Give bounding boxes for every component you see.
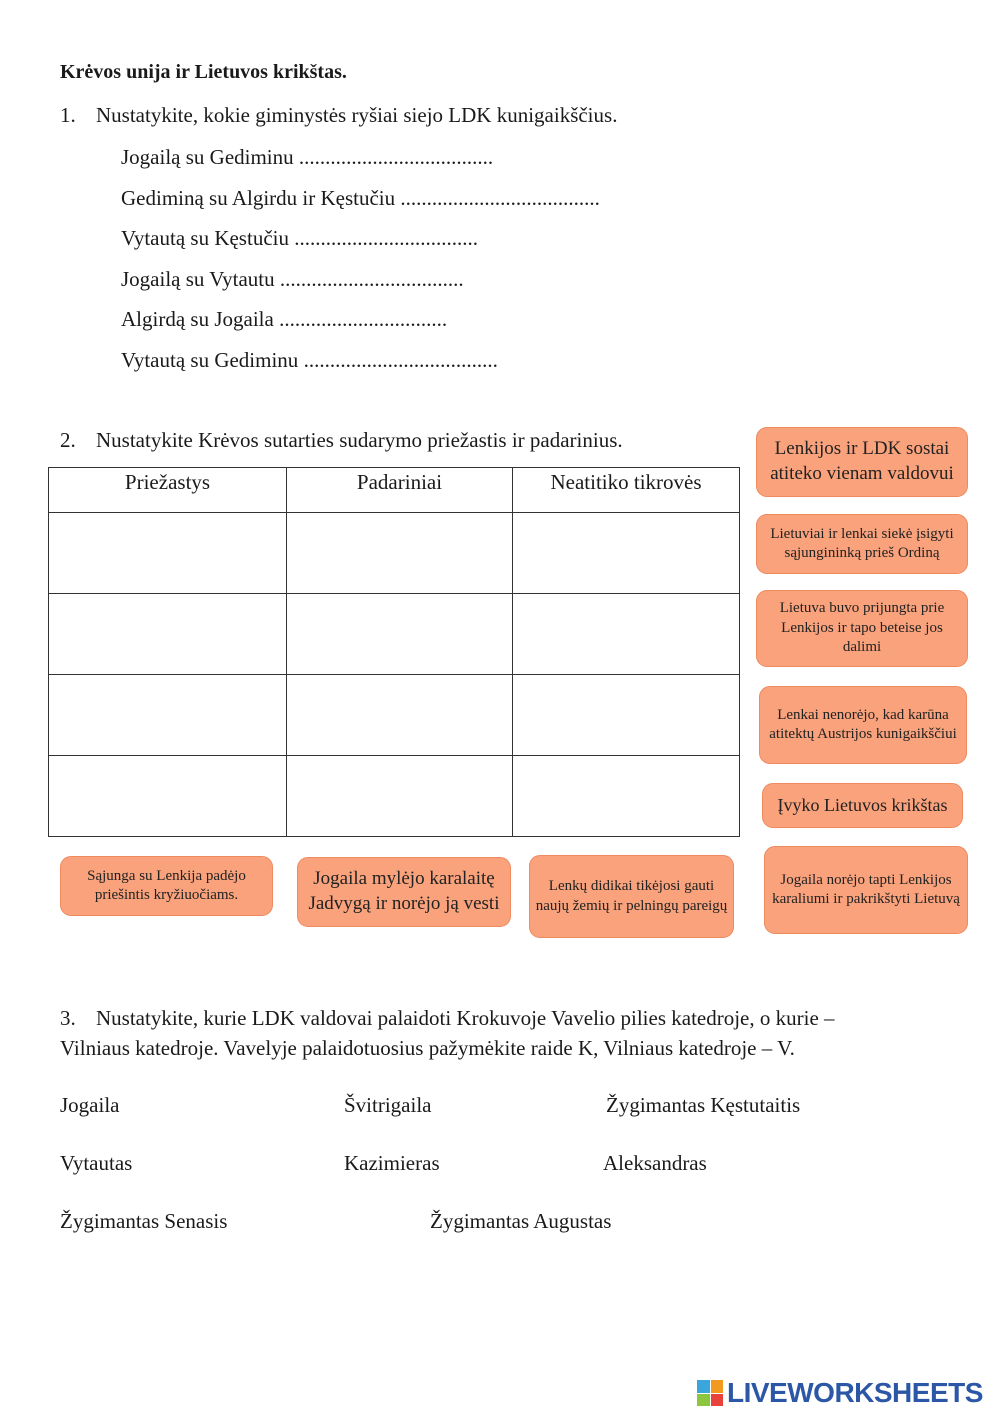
drag-card[interactable]: Lenkijos ir LDK sostai atiteko vienam valdovui (756, 427, 968, 497)
question-text: Nustatykite, kurie LDK valdovai palaidoti Krokuvoje Vavelio pilies katedroje, o kurie – (96, 1006, 835, 1030)
relation-label: Gediminą su Algirdu ir Kęstučiu (121, 186, 396, 210)
answer-blank[interactable]: ...................................... (400, 186, 600, 210)
column-header-causes: Priežastys (49, 468, 287, 513)
ruler-item[interactable]: Kazimieras (344, 1151, 440, 1175)
ruler-item[interactable]: Žygimantas Augustas (430, 1209, 612, 1233)
drop-zone[interactable] (513, 594, 739, 674)
drag-card[interactable]: Sąjunga su Lenkija padėjo priešintis kryžiuočiams. (60, 856, 273, 916)
relation-item (121, 186, 600, 211)
ruler-item[interactable]: Žygimantas Kęstutaitis (606, 1093, 801, 1117)
relation-label: Jogailą su Gediminu (121, 145, 294, 169)
drop-zone[interactable] (287, 756, 512, 836)
drag-card[interactable]: Lenkų didikai tikėjosi gauti naujų žemių ir pelningų pareigų (529, 855, 734, 938)
drop-zone[interactable] (513, 675, 739, 755)
answer-blank[interactable]: ................................... (279, 267, 464, 291)
ruler-item[interactable]: Švitrigaila (344, 1093, 432, 1117)
relation-item (121, 145, 493, 170)
brand-name: LIVEWORKSHEETS (727, 1377, 983, 1408)
drag-card[interactable]: Lenkai nenorėjo, kad karūna atitektų Austrijos kunigaikščiui (759, 686, 967, 764)
question-text: Nustatykite, kokie giminystės ryšiai siejo LDK kunigaikščius. (96, 103, 618, 127)
drop-zone[interactable] (49, 594, 286, 674)
column-header-untrue: Neatitiko tikrovės (513, 468, 740, 513)
question-1 (60, 103, 617, 128)
answer-blank[interactable]: ..................................... (303, 348, 498, 372)
drop-zone[interactable] (513, 756, 739, 836)
relation-item (121, 348, 498, 373)
answer-blank[interactable]: ................................... (294, 226, 478, 250)
ruler-item[interactable]: Aleksandras (603, 1151, 707, 1175)
drag-card[interactable]: Lietuviai ir lenkai siekė įsigyti sąjungininką prieš Ordiną (756, 514, 968, 574)
drag-card[interactable]: Jogaila norėjo tapti Lenkijos karaliumi ir pakrikštyti Lietuvą (764, 846, 968, 934)
answer-blank[interactable]: ..................................... (298, 145, 494, 169)
drop-zone[interactable] (49, 756, 286, 836)
column-header-consequences: Padariniai (287, 468, 513, 513)
relation-item (121, 307, 447, 332)
brand-footer (697, 1377, 983, 1409)
ruler-item[interactable]: Vytautas (60, 1151, 133, 1175)
drop-zone[interactable] (287, 675, 512, 755)
drag-card[interactable]: Lietuva buvo prijungta prie Lenkijos ir tapo beteise jos dalimi (756, 590, 968, 667)
relation-item (121, 226, 478, 251)
drag-card[interactable]: Jogaila mylėjo karalaitę Jadvygą ir norėjo ją vesti (297, 857, 511, 927)
answer-blank[interactable]: ................................ (279, 307, 448, 331)
relation-label: Vytautą su Gediminu (121, 348, 299, 372)
page-title: Krėvos unija ir Lietuvos krikštas. (60, 61, 347, 83)
drop-zone[interactable] (513, 513, 739, 593)
drop-zone[interactable] (49, 513, 286, 593)
question-2 (60, 428, 623, 453)
liveworksheets-logo-icon (697, 1380, 723, 1406)
relation-item (121, 267, 464, 292)
ruler-item[interactable]: Jogaila (60, 1093, 120, 1117)
question-3 (60, 1006, 835, 1031)
question-text: Nustatykite Krėvos sutarties sudarymo priežastis ir padarinius. (96, 428, 623, 452)
drop-zone[interactable] (287, 594, 512, 674)
sorting-table (48, 467, 740, 837)
drop-zone[interactable] (49, 675, 286, 755)
question-number: 1. (60, 103, 76, 127)
question-number: 2. (60, 428, 76, 452)
question-3-line-2: Vilniaus katedroje. Vavelyje palaidotuosius pažymėkite raide K, Vilniaus katedroje – V. (60, 1036, 795, 1060)
drop-zone[interactable] (287, 513, 512, 593)
question-number: 3. (60, 1006, 76, 1030)
drag-card[interactable]: Įvyko Lietuvos krikštas (762, 783, 963, 828)
relation-label: Algirdą su Jogaila (121, 307, 274, 331)
relation-label: Vytautą su Kęstučiu (121, 226, 289, 250)
relation-label: Jogailą su Vytautu (121, 267, 275, 291)
ruler-item[interactable]: Žygimantas Senasis (60, 1209, 228, 1233)
